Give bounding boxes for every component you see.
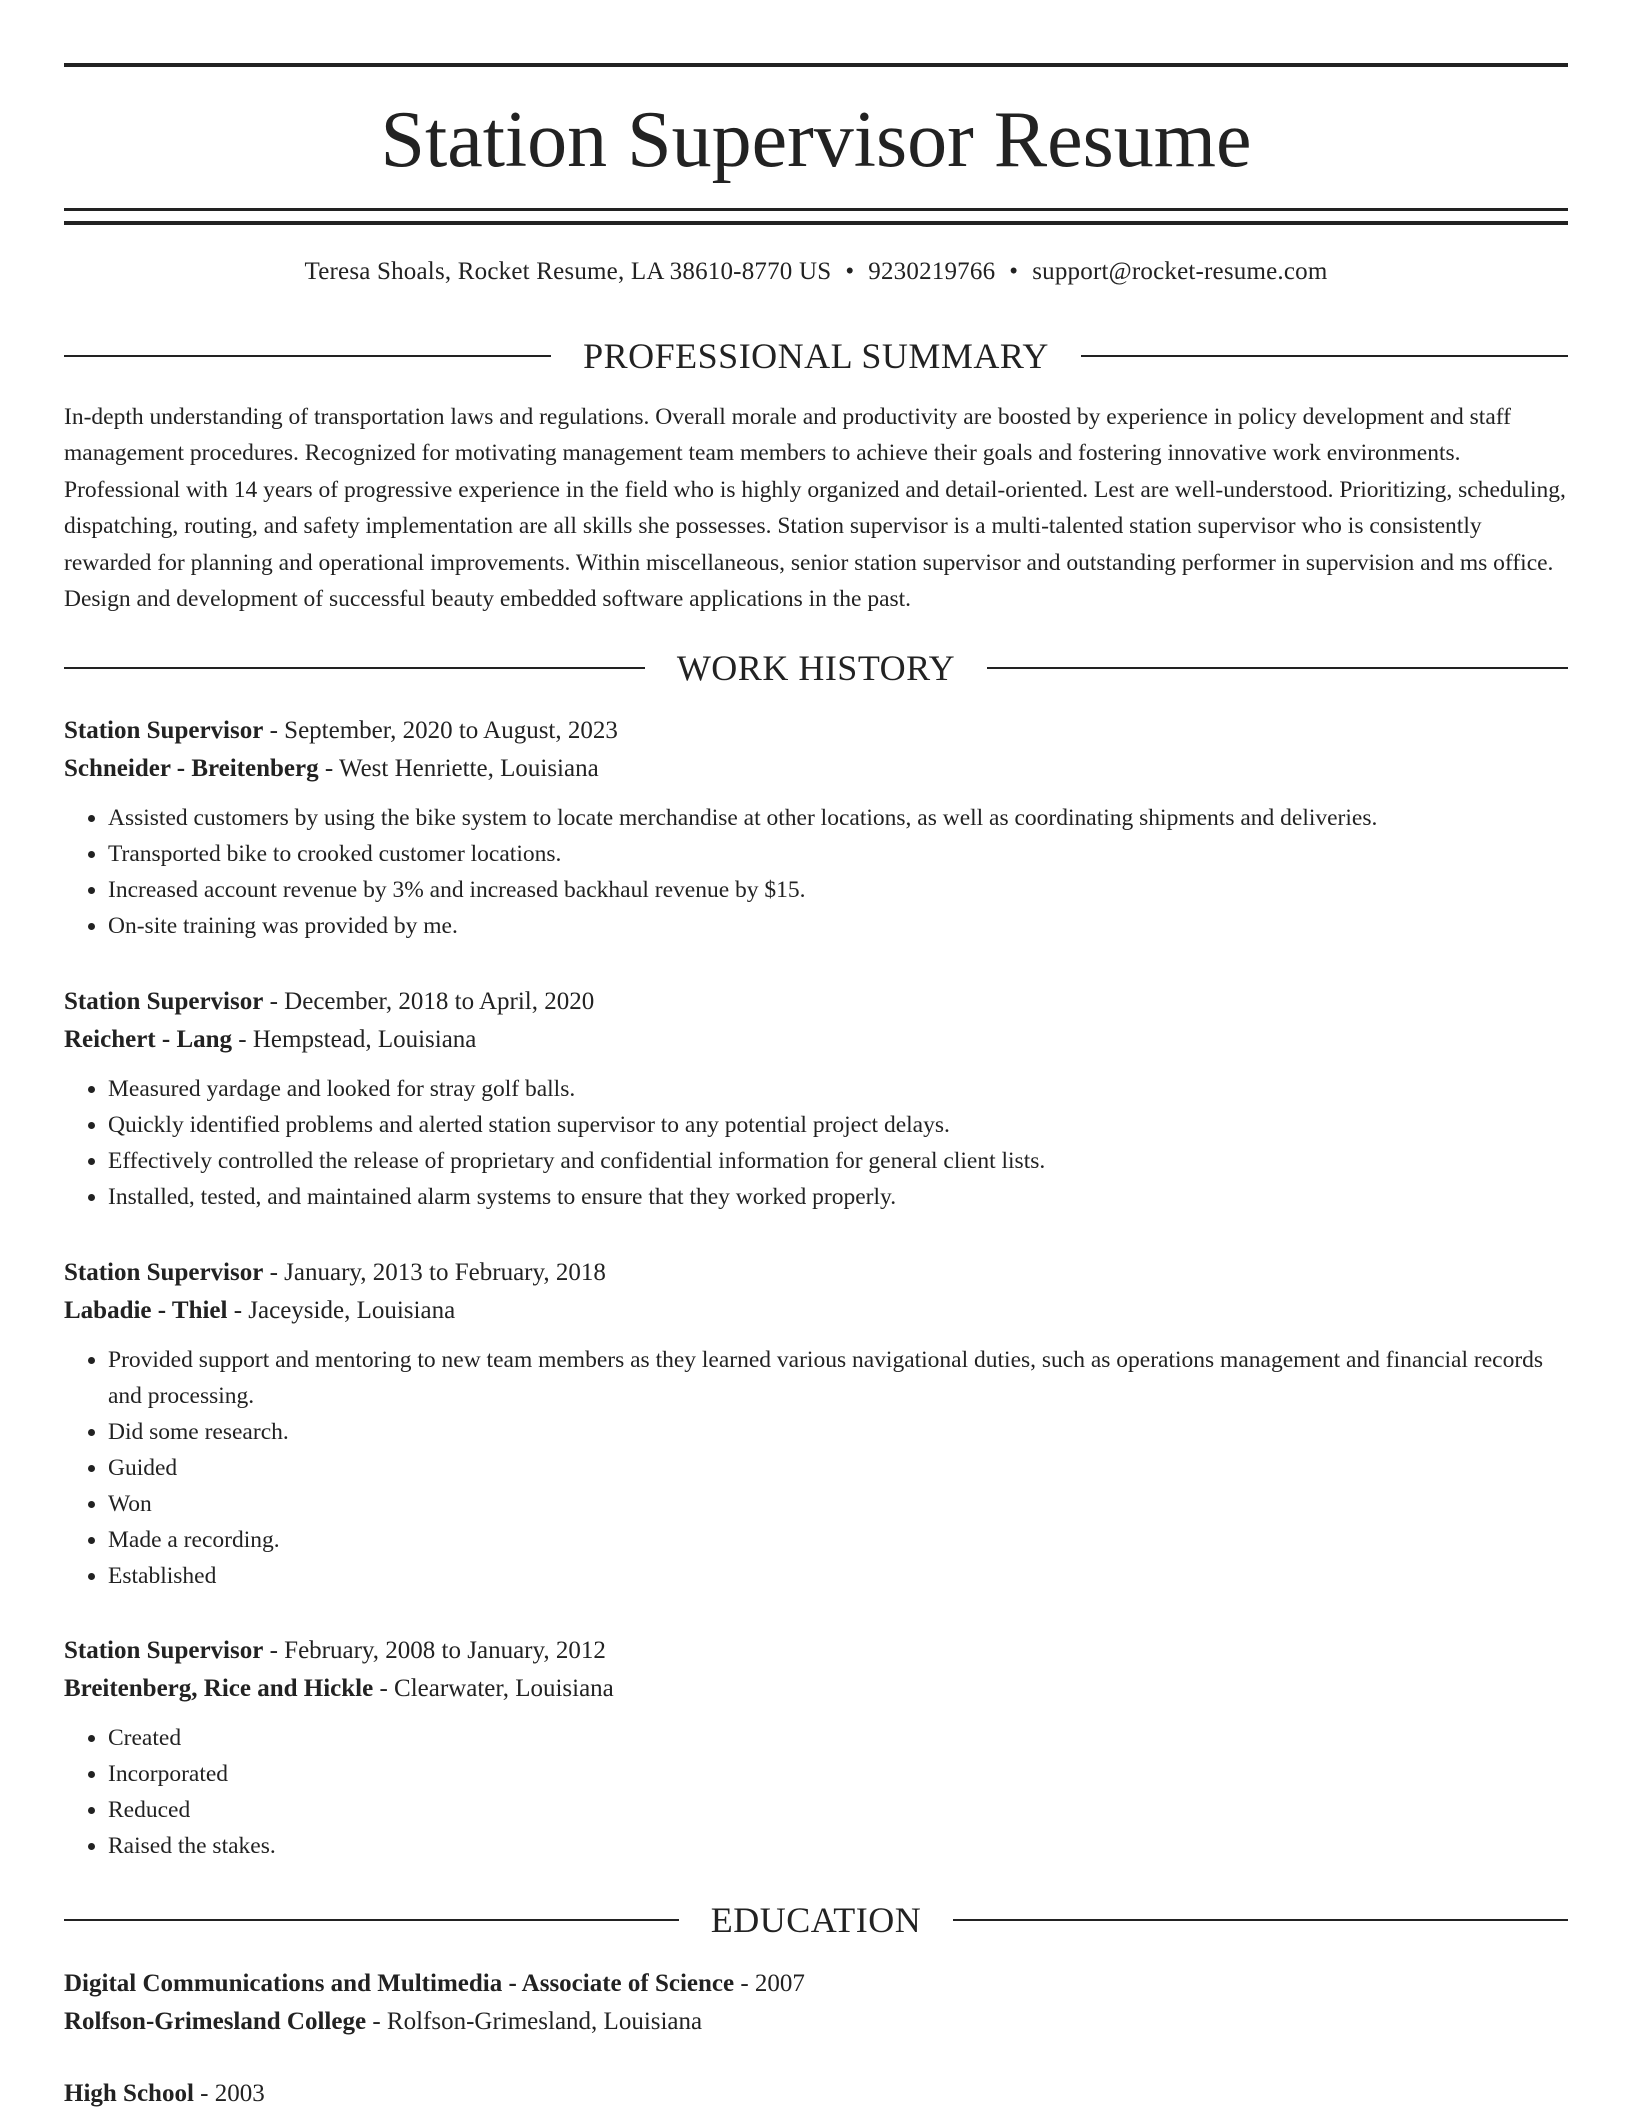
heading-rule-left — [64, 355, 551, 357]
contact-phone: 9230219766 — [868, 258, 996, 285]
job-company: Reichert - Lang — [64, 1026, 233, 1053]
contact-separator: • — [845, 258, 855, 285]
job-bullet: • Made a recording. — [108, 1522, 1568, 1558]
heading-rule-right — [1081, 355, 1568, 357]
summary-heading-text: PROFESSIONAL SUMMARY — [583, 336, 1049, 376]
job-title: Station Supervisor — [64, 988, 264, 1015]
job-location: - Clearwater, Louisiana — [373, 1675, 614, 1702]
job-bullet: • Installed, tested, and maintained alarm systems to ensure that they worked properly. — [108, 1179, 1568, 1215]
job-bullet: • Raised the stakes. — [108, 1828, 1568, 1864]
job-title: Station Supervisor — [64, 717, 264, 744]
job-bullets — [64, 800, 1568, 944]
education-degree: Digital Communications and Multimedia - Associate of Science — [64, 1970, 735, 1997]
contact-line — [64, 254, 1568, 290]
job-bullet: • Established — [108, 1558, 1568, 1594]
job-bullet: • Won — [108, 1486, 1568, 1522]
title-double-rule — [64, 208, 1568, 225]
job-location: - Hempstead, Louisiana — [232, 1026, 477, 1053]
job-bullet: • Assisted customers by using the bike system to locate merchandise at other locations, as well as coordinating shipments and deliveries. — [108, 800, 1568, 836]
job-bullet: • Increased account revenue by 3% and increased backhaul revenue by $15. — [108, 872, 1568, 908]
job-title-line — [64, 983, 1568, 1021]
job-bullet: • Provided support and mentoring to new team members as they learned various navigational duties, such as operations management and financial records and processing. — [108, 1342, 1568, 1414]
job-title-line — [64, 1632, 1568, 1670]
job-company-line — [64, 1670, 1568, 1708]
heading-rule-right — [953, 1919, 1568, 1921]
heading-rule-left — [64, 1919, 679, 1921]
job-bullet: • Quickly identified problems and alerted station supervisor to any potential project delays. — [108, 1107, 1568, 1143]
job-dates: - September, 2020 to August, 2023 — [263, 717, 618, 744]
heading-rule-left — [64, 667, 645, 669]
job-bullet: • Created — [108, 1720, 1568, 1756]
job-location: - Jaceyside, Louisiana — [227, 1297, 456, 1324]
contact-address: Teresa Shoals, Rocket Resume, LA 38610-8770 US — [304, 258, 832, 285]
education-degree-line — [64, 2075, 1568, 2113]
job-bullet: • Transported bike to crooked customer locations. — [108, 836, 1568, 872]
page-title: Station Supervisor Resume — [380, 96, 1252, 184]
job-company: Breitenberg, Rice and Hickle — [64, 1675, 374, 1702]
education-year: - 2007 — [734, 1970, 805, 1997]
job-entry — [64, 1632, 1568, 1864]
job-bullet: • On-site training was provided by me. — [108, 908, 1568, 944]
summary-heading — [64, 334, 1568, 378]
contact-separator: • — [1009, 258, 1019, 285]
education-degree-line — [64, 1965, 1568, 2003]
job-bullet: • Measured yardage and looked for stray golf balls. — [108, 1071, 1568, 1107]
education-degree: High School — [64, 2080, 194, 2107]
job-entry — [64, 1254, 1568, 1594]
work-history-heading — [64, 646, 1568, 690]
education-school-line — [64, 2003, 1568, 2041]
job-company-line — [64, 1292, 1568, 1330]
education-heading — [64, 1898, 1568, 1942]
job-company: Schneider - Breitenberg — [64, 755, 319, 782]
job-dates: - February, 2008 to January, 2012 — [263, 1637, 606, 1664]
job-company: Labadie - Thiel — [64, 1297, 228, 1324]
job-company-line — [64, 750, 1568, 788]
education-heading-text: EDUCATION — [710, 1900, 922, 1940]
top-rule — [64, 63, 1568, 67]
job-bullets — [64, 1342, 1568, 1594]
education-entry — [64, 2075, 1568, 2113]
job-bullets — [64, 1720, 1568, 1864]
job-title: Station Supervisor — [64, 1259, 264, 1286]
job-location: - West Henriette, Louisiana — [318, 755, 599, 782]
job-bullet: • Incorporated — [108, 1756, 1568, 1792]
job-bullets — [64, 1071, 1568, 1215]
job-title-line — [64, 1254, 1568, 1292]
job-title: Station Supervisor — [64, 1637, 264, 1664]
summary-text: In-depth understanding of transportation laws and regulations. Overall morale and productivity are boosted by experience in policy development and staff management procedures. Recognized for motivating management team members to achieve their goals and fostering innovative work environments. Professional with 14 years of progressive experience in the field who is highly organized and detail-oriented. Lest are well-understood. Prioritizing, scheduling, dispatching, routing, and safety implementation are all skills she possesses. Station supervisor is a multi-talented station supervisor who is consistently rewarded for planning and operational improvements. Within miscellaneous, senior station supervisor and outstanding performer in supervision and ms office. Design and development of successful beauty embedded software applications in the past. — [64, 404, 1566, 613]
education-location: - Rolfson-Grimesland, Louisiana — [366, 2008, 703, 2035]
job-dates: - January, 2013 to February, 2018 — [263, 1259, 606, 1286]
heading-rule-right — [987, 667, 1568, 669]
education-entry — [64, 1965, 1568, 2041]
job-bullet: • Guided — [108, 1450, 1568, 1486]
job-bullet: • Effectively controlled the release of proprietary and confidential information for general client lists. — [108, 1143, 1568, 1179]
job-entry — [64, 983, 1568, 1215]
job-title-line — [64, 712, 1568, 750]
job-bullet: • Did some research. — [108, 1414, 1568, 1450]
contact-email: support@rocket-resume.com — [1032, 258, 1328, 285]
job-entry — [64, 712, 1568, 944]
job-company-line — [64, 1021, 1568, 1059]
work-history-heading-text: WORK HISTORY — [676, 648, 956, 688]
job-dates: - December, 2018 to April, 2020 — [263, 988, 595, 1015]
job-bullet: • Reduced — [108, 1792, 1568, 1828]
education-school: Rolfson-Grimesland College — [64, 2008, 367, 2035]
education-year: - 2003 — [193, 2080, 265, 2107]
